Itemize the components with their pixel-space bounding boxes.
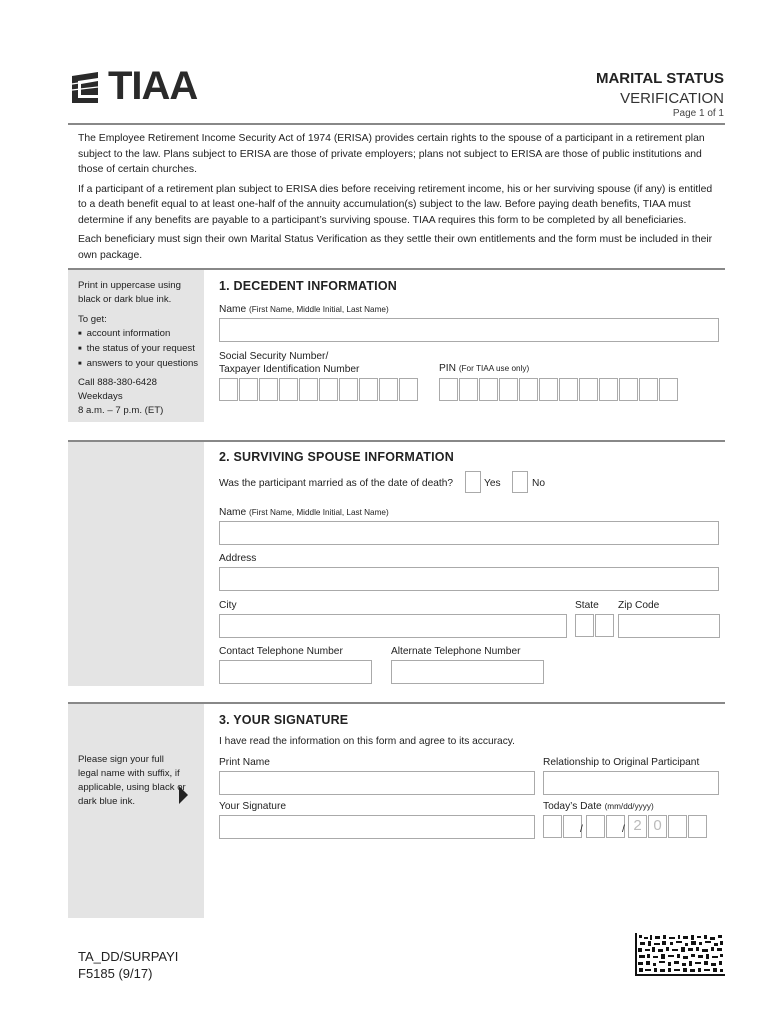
help-list-item: ■ the status of your request (78, 342, 200, 357)
signature-instruction: Please sign your full legal name with suffix, if applicable, using black or dark blue ink. (78, 754, 186, 807)
pin-input[interactable] (439, 378, 679, 401)
relationship-input[interactable] (543, 771, 719, 795)
accuracy-statement: I have read the information on this form and agree to its accuracy. (219, 736, 515, 747)
city-input[interactable] (219, 614, 567, 638)
married-yes-checkbox[interactable] (465, 471, 481, 493)
married-no-checkbox[interactable] (512, 471, 528, 493)
form-subtitle: VERIFICATION (620, 90, 724, 107)
state-label: State (575, 600, 599, 611)
yes-label: Yes (484, 478, 501, 489)
form-code (78, 948, 178, 982)
print-name-input[interactable] (219, 771, 535, 795)
intro-text (78, 131, 718, 267)
barcode-icon (635, 933, 725, 976)
spouse-name-input[interactable] (219, 521, 719, 545)
date-month-input[interactable] (543, 815, 583, 838)
arrow-right-icon (179, 786, 188, 804)
brand-logo-text: TIAA (108, 64, 198, 108)
zip-input[interactable] (618, 614, 720, 638)
phone-number: Call 888-380-6428 (78, 377, 157, 388)
date-separator: / (580, 824, 583, 835)
help-list-item: ■ account information (78, 327, 200, 342)
to-get-label: To get: (78, 314, 107, 325)
page-indicator: Page 1 of 1 (672, 108, 724, 119)
decedent-name-input[interactable] (219, 318, 719, 342)
ink-instruction: Print in uppercase using black or dark blue ink. (78, 280, 181, 305)
alt-phone-label: Alternate Telephone Number (391, 646, 521, 657)
form-code-line: F5185 (9/17) (78, 966, 153, 981)
hours-label: 8 a.m. – 7 p.m. (ET) (78, 405, 164, 416)
tiaa-logo-icon (68, 70, 102, 104)
ssn-label: Social Security Number/ Taxpayer Identification Number (219, 351, 360, 375)
year-prefix-digit: 2 (628, 815, 647, 838)
header-divider (68, 123, 725, 125)
address-label: Address (219, 553, 257, 564)
date-separator: / (622, 824, 625, 835)
weekdays-label: Weekdays (78, 391, 123, 402)
section-1-title: 1. DECEDENT INFORMATION (219, 279, 397, 293)
sidebar-help (78, 279, 200, 418)
signature-input[interactable] (219, 815, 535, 839)
date-label: Today’s Date (mm/dd/yyyy) (543, 801, 654, 812)
married-question: Was the participant married as of the date of death? (219, 478, 454, 489)
pin-label: PIN (For TIAA use only) (439, 363, 530, 374)
print-name-label: Print Name (219, 757, 270, 768)
form-title: MARITAL STATUS (595, 70, 724, 87)
date-day-input[interactable] (586, 815, 626, 838)
intro-paragraph: The Employee Retirement Income Security Act of 1974 (ERISA) provides certain rights to the spouse of a participant in a retirement plan subject to the law. Plans subject to ERISA are those of private employers; plans not subject to ERISA are those of public institutions and those of certain churches. (78, 133, 705, 175)
intro-paragraph: Each beneficiary must sign their own Marital Status Verification as they settle their own entitlements and the form must be included in their own package. (78, 234, 713, 261)
relationship-label: Relationship to Original Participant (543, 757, 700, 768)
year-prefix-digit: 0 (648, 815, 667, 838)
help-list-item: ■ answers to your questions (78, 357, 200, 372)
date-year-input[interactable] (628, 815, 708, 838)
sidebar-panel-2 (68, 442, 204, 686)
phone-label: Contact Telephone Number (219, 646, 343, 657)
ssn-input[interactable] (219, 378, 419, 401)
intro-paragraph: If a participant of a retirement plan subject to ERISA dies before receiving retirement income, his or her surviving spouse (if any) is entitled to a death benefit equal to at least one-half of the annuity accumulation(s) subject to the law. Before paying death benefits, TIAA must determine if any benefits are payable to a participant’s surviving spouse. TIAA requires this form to be completed by all beneficiaries. (78, 183, 713, 226)
state-input[interactable] (575, 614, 615, 637)
form-code-line: TA_DD/SURPAYI (78, 949, 179, 964)
city-label: City (219, 600, 237, 611)
zip-label: Zip Code (618, 600, 660, 611)
alt-phone-input[interactable] (391, 660, 544, 684)
sidebar-panel-3 (68, 704, 204, 918)
section-2-title: 2. SURVIVING SPOUSE INFORMATION (219, 450, 454, 464)
address-input[interactable] (219, 567, 719, 591)
signature-label: Your Signature (219, 801, 287, 812)
decedent-name-label: Name (First Name, Middle Initial, Last Name) (219, 304, 389, 315)
spouse-name-label: Name (First Name, Middle Initial, Last Name) (219, 507, 389, 518)
phone-input[interactable] (219, 660, 372, 684)
help-list (78, 327, 200, 372)
section-3-title: 3. YOUR SIGNATURE (219, 713, 349, 727)
no-label: No (532, 478, 546, 489)
